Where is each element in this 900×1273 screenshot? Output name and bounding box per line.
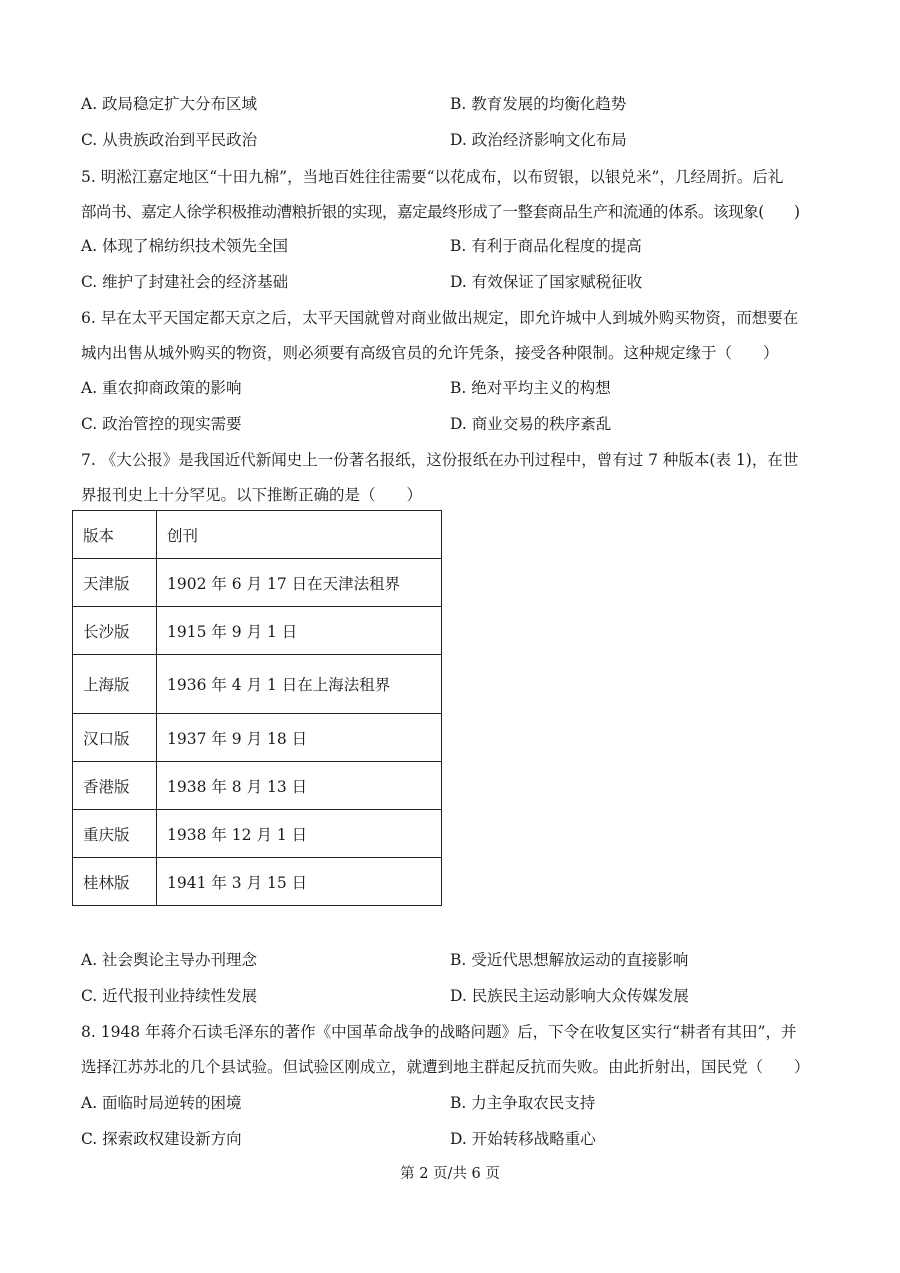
q8-stem-line2: 选择江苏苏北的几个县试验。但试验区刚成立，就遭到地主群起反抗而失败。由此折射出，国民党（ ） [81, 1058, 810, 1076]
q4-option-b: B. 教育发展的均衡化趋势 [450, 95, 627, 113]
q7-option-c: C. 近代报刊业持续性发展 [81, 987, 258, 1005]
table-cell: 1938 年 12 月 1 日 [157, 810, 442, 858]
table-cell: 重庆版 [73, 810, 157, 858]
table-row [73, 762, 442, 810]
q8-option-c: C. 探索政权建设新方向 [81, 1130, 242, 1148]
table-header-cell: 版本 [73, 511, 157, 559]
table-row [73, 714, 442, 762]
table-row [73, 810, 442, 858]
q8-option-a: A. 面临时局逆转的困境 [81, 1094, 242, 1112]
table-cell: 汉口版 [73, 714, 157, 762]
table-cell: 长沙版 [73, 607, 157, 655]
q5-option-d: D. 有效保证了国家赋税征收 [450, 273, 643, 291]
q8-stem-line1: 8. 1948 年蒋介石读毛泽东的著作《中国革命战争的战略问题》后，下令在收复区实行“耕者有其田”，并 [81, 1023, 797, 1041]
q5-stem-line2: 部尚书、嘉定人徐学积极推动漕粮折银的实现，嘉定最终形成了一整套商品生产和流通的体系。该现象( ) [81, 203, 800, 221]
q4-option-c: C. 从贵族政治到平民政治 [81, 131, 258, 149]
page-footer: 第 2 页/共 6 页 [400, 1166, 500, 1182]
edition-table [72, 510, 442, 906]
q6-option-c: C. 政治管控的现实需要 [81, 415, 242, 433]
table-row [73, 655, 442, 714]
table-row [73, 858, 442, 906]
q4-option-d: D. 政治经济影响文化布局 [450, 131, 627, 149]
q6-stem-line1: 6. 早在太平天国定都天京之后，太平天国就曾对商业做出规定，即允许城中人到城外购买物资，而想要在 [81, 309, 799, 327]
q8-option-d: D. 开始转移战略重心 [450, 1130, 596, 1148]
table-cell: 天津版 [73, 559, 157, 607]
table-cell: 1936 年 4 月 1 日在上海法租界 [157, 655, 442, 714]
q7-stem-line1: 7. 《大公报》是我国近代新闻史上一份著名报纸，这份报纸在办刊过程中，曾有过 7 种版本(表 1)，在世 [81, 451, 799, 469]
table-row [73, 559, 442, 607]
q7-option-d: D. 民族民主运动影响大众传媒发展 [450, 987, 689, 1005]
table-cell: 1941 年 3 月 15 日 [157, 858, 442, 906]
q7-stem-line2: 界报刊史上十分罕见。以下推断正确的是（ ） [81, 486, 423, 504]
table-cell: 桂林版 [73, 858, 157, 906]
q7-option-a: A. 社会舆论主导办刊理念 [81, 951, 258, 969]
q5-option-a: A. 体现了棉纺织技术领先全国 [81, 237, 289, 255]
table-cell: 1937 年 9 月 18 日 [157, 714, 442, 762]
table-header-cell: 创刊 [157, 511, 442, 559]
table-header-row [73, 511, 442, 559]
table-row [73, 607, 442, 655]
q5-stem-line1: 5. 明淞江嘉定地区“十田九棉”，当地百姓往往需要“以花成布，以布贸银，以银兑米”，几经周折。后礼 [81, 168, 784, 186]
table-cell: 1902 年 6 月 17 日在天津法租界 [157, 559, 442, 607]
q7-option-b: B. 受近代思想解放运动的直接影响 [450, 951, 689, 969]
q4-option-a: A. 政局稳定扩大分布区域 [81, 95, 258, 113]
q8-option-b: B. 力主争取农民支持 [450, 1094, 596, 1112]
table-cell: 1938 年 8 月 13 日 [157, 762, 442, 810]
q5-option-b: B. 有利于商品化程度的提高 [450, 237, 642, 255]
q6-stem-line2: 城内出售从城外购买的物资，则必须要有高级官员的允许凭条，接受各种限制。这种规定缘于（ ） [81, 344, 779, 362]
table-cell: 香港版 [73, 762, 157, 810]
table-cell: 上海版 [73, 655, 157, 714]
q6-option-b: B. 绝对平均主义的构想 [450, 379, 611, 397]
q6-option-d: D. 商业交易的秩序紊乱 [450, 415, 612, 433]
q5-option-c: C. 维护了封建社会的经济基础 [81, 273, 289, 291]
q6-option-a: A. 重农抑商政策的影响 [81, 379, 242, 397]
table-cell: 1915 年 9 月 1 日 [157, 607, 442, 655]
